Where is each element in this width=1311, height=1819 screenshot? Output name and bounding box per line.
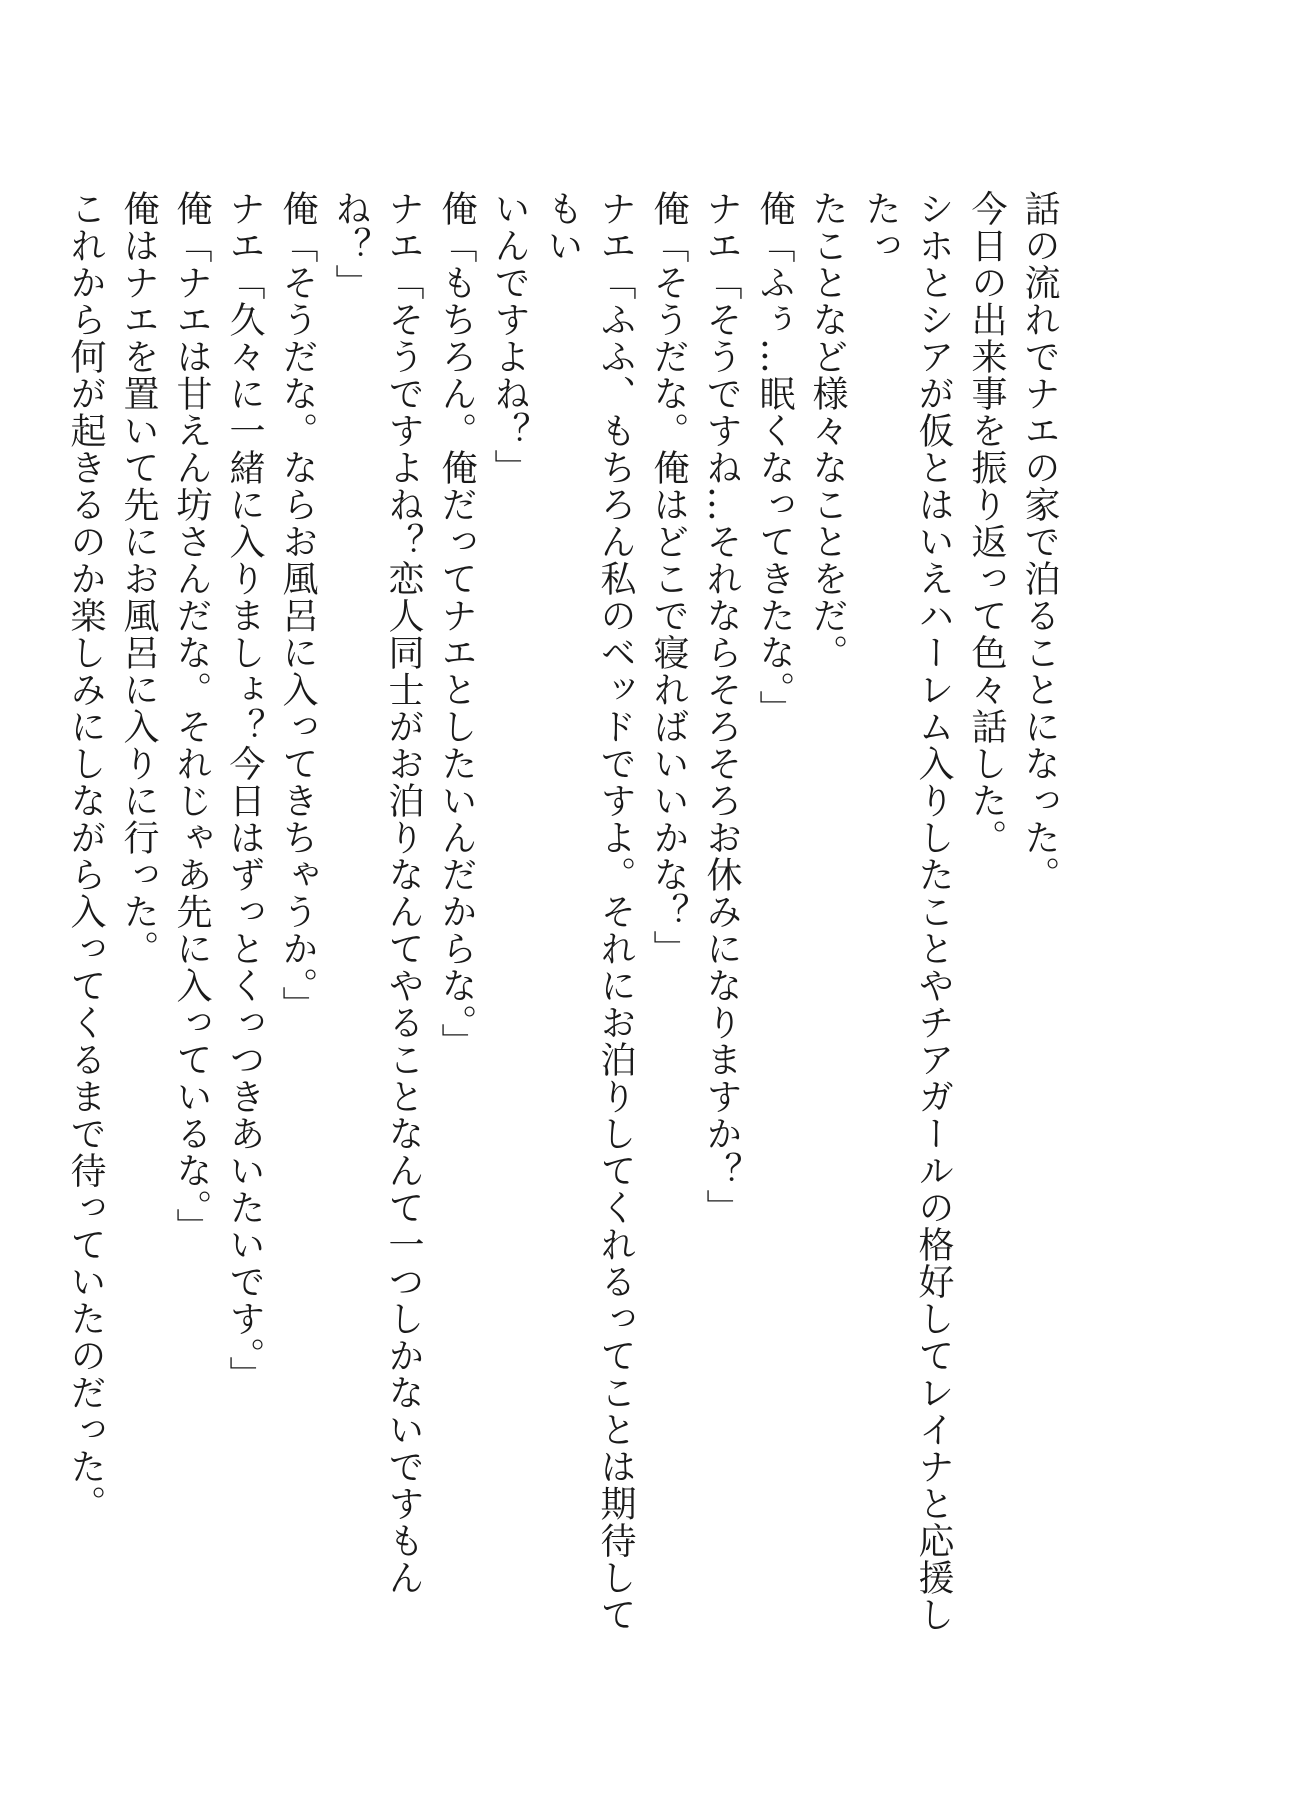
vertical-text-block xyxy=(59,190,1066,1650)
text-line: ナエ「そうですよね？恋人同士がお泊りなんてやることなんて一つしかないですもんね？」 xyxy=(330,190,424,1596)
text-line: ナエ「ふふ、もちろん私のベッドですよ。それにお泊りしてくれるってことは期待してもい xyxy=(542,190,636,1633)
text-line: これから何が起きるのか楽しみにしながら入ってくるまで待っていたのだった。 xyxy=(65,190,106,1522)
text-line: 話の流れでナエの家で泊ることになった。 xyxy=(1019,190,1060,893)
text-line: ナエ「久々に一緒に入りましょ？今日はずっとくっつきあいたいです。」 xyxy=(224,190,265,1393)
text-line: 俺「そうだな。ならお風呂に入ってきちゃうか。」 xyxy=(277,190,318,1023)
text-line: 今日の出来事を振り返って色々話した。 xyxy=(966,190,1007,856)
text-line: たことなど様々なことをだ。 xyxy=(807,190,848,671)
text-line: 俺「ふぅ…眠くなってきたな。」 xyxy=(754,190,795,727)
text-line: 俺「そうだな。俺はどこで寝ればいいかな？」 xyxy=(648,190,689,967)
text-line: 俺「もちろん。俺だってナエとしたいんだからな。」 xyxy=(436,190,477,1060)
text-line: 俺はナエを置いて先にお風呂に入りに行った。 xyxy=(118,190,159,967)
text-line: ナエ「そうですね…それならそろそろお休みになりますか？」 xyxy=(701,190,742,1226)
text-line: 俺「ナエは甘えん坊さんだな。それじゃあ先に入っているな。」 xyxy=(171,190,212,1245)
text-line: いんですよね？」 xyxy=(489,190,530,486)
text-line: シホとシアが仮とはいえハーレム入りしたことやチアガールの格好してレイナと応援したっ xyxy=(860,190,954,1633)
